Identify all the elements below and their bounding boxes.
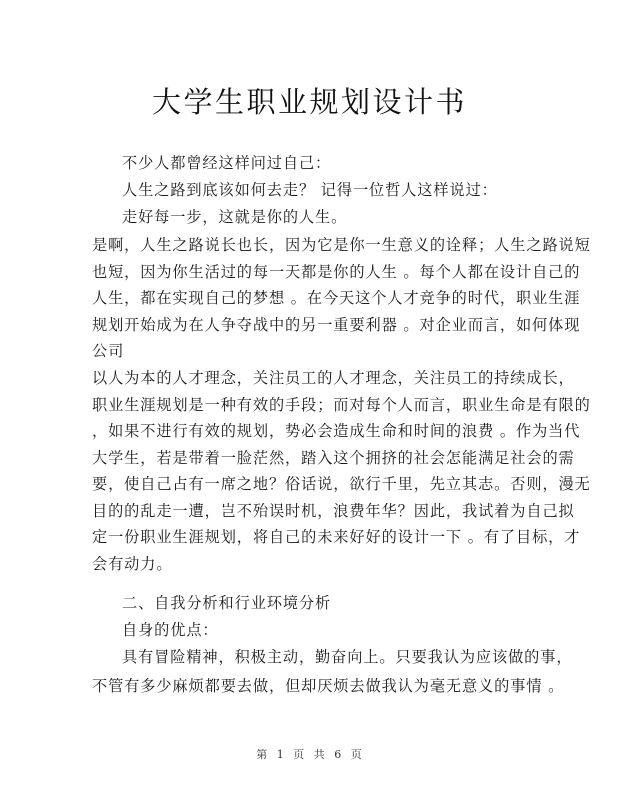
page-number-footer: 第 1 页 共 6 页 (256, 748, 363, 761)
section-heading: 二、自我分析和行业环境分析 (122, 594, 332, 612)
paragraph-line: 也短，因为你生活过的每一天都是你的人生 。每个人都在设计自己的 (92, 263, 581, 281)
paragraph-line: ，如果不进行有效的规划，势必会造成生命和时间的浪费 。作为当代 (92, 422, 581, 440)
paragraph-line: 不管有多少麻烦都要去做，但却厌烦去做我认为毫无意义的事情 。 (92, 677, 565, 695)
paragraph-line: 人生，都在实现自己的梦想 。在今天这个人才竞争的时代，职业生涯 (92, 289, 581, 307)
paragraph-line: 目的的乱走一遭，岂不殆误时机，浪费年华？因此，我试着为自己拟 (92, 502, 575, 520)
paragraph-line: 是啊，人生之路说长也长，因为它是你一生意义的诠释；人生之路说短 (92, 236, 591, 254)
paragraph-line: 人生之路到底该如何去走？ 记得一位哲人这样说过： (122, 181, 498, 199)
paragraph-line: 公司 (92, 342, 125, 360)
subsection-heading: 自身的优点： (122, 621, 219, 639)
paragraph-line: 走好每一步，这就是你的人生。 (122, 208, 348, 226)
paragraph-line: 具有冒险精神，积极主动，勤奋向上。只要我认为应该做的事， (122, 648, 573, 666)
paragraph-line: 职业生涯规划是一种有效的手段；而对每个人而言，职业生命是有限的 (92, 396, 591, 414)
paragraph-line: 以人为本的人才理念，关注员工的人才理念，关注员工的持续成长， (92, 369, 575, 387)
paragraph-line: 不少人都曾经这样问过自己： (122, 154, 332, 172)
paragraph-line: 大学生，若是带着一脸茫然，踏入这个拥挤的社会怎能满足社会的需 (92, 449, 575, 467)
document-title: 大学生职业规划设计书 (151, 85, 467, 119)
paragraph-line: 定一份职业生涯规划，将自己的未来好好的设计一下 。有了目标，才 (92, 528, 581, 546)
paragraph-line: 会有动力。 (92, 555, 173, 573)
paragraph-line: 要，使自己占有一席之地？俗话说，欲行千里，先立其志。否则，漫无 (92, 475, 591, 493)
paragraph-line: 规划开始成为在人争夺战中的另一重要利器 。对企业而言，如何体现 (92, 316, 581, 334)
